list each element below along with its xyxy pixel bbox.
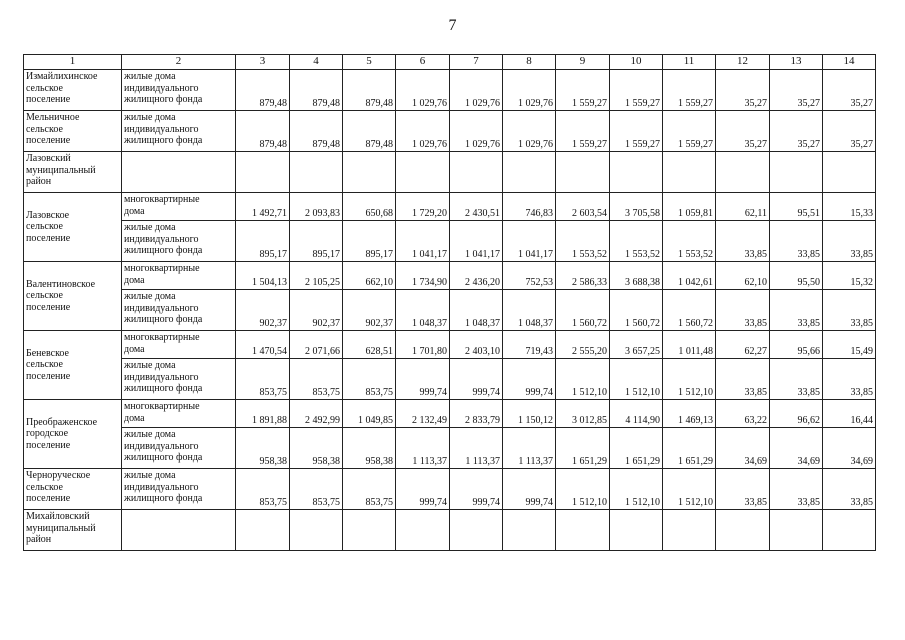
- header-row: [24, 55, 876, 70]
- value-cell-col-13: 34,69: [770, 428, 823, 469]
- value-cell-col-5: 650,68: [343, 193, 396, 221]
- value-cell-col-10: 1 512,10: [610, 469, 663, 510]
- column-header-5: 5: [343, 55, 396, 70]
- value-cell-col-9: [556, 510, 610, 551]
- value-cell-col-14: 34,69: [823, 428, 876, 469]
- value-cell-col-5: 895,17: [343, 221, 396, 262]
- value-cell-col-8: 746,83: [503, 193, 556, 221]
- settlement-name: Черноруческое сельское поселение: [24, 469, 122, 510]
- value-cell-col-10: 1 651,29: [610, 428, 663, 469]
- housing-type: жилые дома индивидуального жилищного фонда: [122, 290, 236, 331]
- value-cell-col-5: 902,37: [343, 290, 396, 331]
- value-cell-col-11: 1 553,52: [663, 221, 716, 262]
- value-cell-col-9: 1 651,29: [556, 428, 610, 469]
- value-cell-col-4: [290, 152, 343, 193]
- table-body: [24, 70, 876, 551]
- value-cell-col-11: 1 469,13: [663, 400, 716, 428]
- value-cell-col-5: [343, 510, 396, 551]
- value-cell-col-7: [450, 510, 503, 551]
- value-cell-col-13: 35,27: [770, 70, 823, 111]
- housing-type: жилые дома индивидуального жилищного фонда: [122, 469, 236, 510]
- value-cell-col-10: 3 688,38: [610, 262, 663, 290]
- value-cell-col-14: [823, 510, 876, 551]
- value-cell-col-3: 895,17: [236, 221, 290, 262]
- value-cell-col-14: [823, 152, 876, 193]
- value-cell-col-5: 628,51: [343, 331, 396, 359]
- value-cell-col-5: 662,10: [343, 262, 396, 290]
- value-cell-col-11: 1 651,29: [663, 428, 716, 469]
- housing-type: жилые дома индивидуального жилищного фонда: [122, 221, 236, 262]
- value-cell-col-11: 1 011,48: [663, 331, 716, 359]
- value-cell-col-13: 96,62: [770, 400, 823, 428]
- table-row: [24, 469, 876, 510]
- value-cell-col-10: 1 512,10: [610, 359, 663, 400]
- value-cell-col-7: 2 436,20: [450, 262, 503, 290]
- value-cell-col-7: 999,74: [450, 359, 503, 400]
- value-cell-col-9: 2 603,54: [556, 193, 610, 221]
- value-cell-col-3: 958,38: [236, 428, 290, 469]
- column-header-11: 11: [663, 55, 716, 70]
- value-cell-col-10: 1 559,27: [610, 70, 663, 111]
- value-cell-col-11: 1 560,72: [663, 290, 716, 331]
- table-row: [24, 290, 876, 331]
- value-cell-col-13: 35,27: [770, 111, 823, 152]
- value-cell-col-9: 1 560,72: [556, 290, 610, 331]
- value-cell-col-13: 95,50: [770, 262, 823, 290]
- value-cell-col-12: [716, 152, 770, 193]
- table-row: [24, 111, 876, 152]
- column-header-6: 6: [396, 55, 450, 70]
- value-cell-col-4: 853,75: [290, 359, 343, 400]
- value-cell-col-11: 1 559,27: [663, 111, 716, 152]
- value-cell-col-5: 879,48: [343, 70, 396, 111]
- table-row: [24, 70, 876, 111]
- value-cell-col-7: [450, 152, 503, 193]
- settlement-name: Измайлихинское сельское поселение: [24, 70, 122, 111]
- value-cell-col-12: 63,22: [716, 400, 770, 428]
- value-cell-col-4: 2 105,25: [290, 262, 343, 290]
- value-cell-col-13: 33,85: [770, 469, 823, 510]
- value-cell-col-5: [343, 152, 396, 193]
- value-cell-col-14: 33,85: [823, 290, 876, 331]
- settlement-name: Мельничное сельское поселение: [24, 111, 122, 152]
- table-row: [24, 193, 876, 221]
- value-cell-col-9: [556, 152, 610, 193]
- value-cell-col-11: [663, 152, 716, 193]
- value-cell-col-10: 1 559,27: [610, 111, 663, 152]
- value-cell-col-14: 16,44: [823, 400, 876, 428]
- column-header-12: 12: [716, 55, 770, 70]
- housing-type: жилые дома индивидуального жилищного фонда: [122, 359, 236, 400]
- value-cell-col-12: 35,27: [716, 111, 770, 152]
- value-cell-col-3: 853,75: [236, 359, 290, 400]
- value-cell-col-7: 2 403,10: [450, 331, 503, 359]
- value-cell-col-4: 853,75: [290, 469, 343, 510]
- value-cell-col-10: 4 114,90: [610, 400, 663, 428]
- value-cell-col-12: 35,27: [716, 70, 770, 111]
- value-cell-col-8: 752,53: [503, 262, 556, 290]
- value-cell-col-7: 1 029,76: [450, 70, 503, 111]
- column-header-14: 14: [823, 55, 876, 70]
- value-cell-col-9: 3 012,85: [556, 400, 610, 428]
- value-cell-col-12: [716, 510, 770, 551]
- value-cell-col-4: 902,37: [290, 290, 343, 331]
- value-cell-col-8: 1 113,37: [503, 428, 556, 469]
- value-cell-col-7: 1 041,17: [450, 221, 503, 262]
- value-cell-col-4: 2 071,66: [290, 331, 343, 359]
- value-cell-col-14: 33,85: [823, 469, 876, 510]
- value-cell-col-14: 35,27: [823, 111, 876, 152]
- table-row: [24, 331, 876, 359]
- housing-type: жилые дома индивидуального жилищного фонда: [122, 70, 236, 111]
- value-cell-col-14: 33,85: [823, 221, 876, 262]
- value-cell-col-4: 895,17: [290, 221, 343, 262]
- value-cell-col-9: 1 512,10: [556, 359, 610, 400]
- value-cell-col-3: [236, 510, 290, 551]
- value-cell-col-3: 1 470,54: [236, 331, 290, 359]
- value-cell-col-10: [610, 510, 663, 551]
- table-row: [24, 262, 876, 290]
- housing-type: многоквартирные дома: [122, 400, 236, 428]
- settlement-name: Валентиновское сельское поселение: [24, 262, 122, 331]
- column-header-1: 1: [24, 55, 122, 70]
- value-cell-col-4: 879,48: [290, 70, 343, 111]
- column-header-13: 13: [770, 55, 823, 70]
- value-cell-col-12: 62,10: [716, 262, 770, 290]
- column-header-7: 7: [450, 55, 503, 70]
- value-cell-col-6: 999,74: [396, 469, 450, 510]
- value-cell-col-13: 33,85: [770, 221, 823, 262]
- value-cell-col-11: [663, 510, 716, 551]
- settlement-name: Преображенское городское поселение: [24, 400, 122, 469]
- value-cell-col-3: 1 891,88: [236, 400, 290, 428]
- value-cell-col-14: 33,85: [823, 359, 876, 400]
- value-cell-col-8: 1 029,76: [503, 70, 556, 111]
- value-cell-col-13: [770, 510, 823, 551]
- value-cell-col-13: 33,85: [770, 290, 823, 331]
- value-cell-col-4: 879,48: [290, 111, 343, 152]
- value-cell-col-7: 1 029,76: [450, 111, 503, 152]
- table-row: [24, 400, 876, 428]
- value-cell-col-12: 33,85: [716, 359, 770, 400]
- value-cell-col-7: 2 430,51: [450, 193, 503, 221]
- tariff-table: [23, 54, 876, 551]
- value-cell-col-8: 1 029,76: [503, 111, 556, 152]
- housing-type: жилые дома индивидуального жилищного фонда: [122, 111, 236, 152]
- value-cell-col-6: 1 113,37: [396, 428, 450, 469]
- value-cell-col-6: 1 029,76: [396, 111, 450, 152]
- value-cell-col-8: [503, 510, 556, 551]
- column-header-9: 9: [556, 55, 610, 70]
- page-number: 7: [448, 17, 457, 34]
- value-cell-col-8: [503, 152, 556, 193]
- value-cell-col-3: 1 504,13: [236, 262, 290, 290]
- value-cell-col-6: 999,74: [396, 359, 450, 400]
- value-cell-col-9: 1 559,27: [556, 70, 610, 111]
- value-cell-col-11: 1 042,61: [663, 262, 716, 290]
- housing-type: многоквартирные дома: [122, 193, 236, 221]
- value-cell-col-3: 879,48: [236, 111, 290, 152]
- value-cell-col-8: 1 150,12: [503, 400, 556, 428]
- settlement-name: Михайловский муниципальный район: [24, 510, 122, 551]
- value-cell-col-7: 1 048,37: [450, 290, 503, 331]
- value-cell-col-6: 1 029,76: [396, 70, 450, 111]
- table-header: [24, 55, 876, 70]
- table-row: [24, 428, 876, 469]
- value-cell-col-13: 95,66: [770, 331, 823, 359]
- value-cell-col-8: 999,74: [503, 359, 556, 400]
- column-header-2: 2: [122, 55, 236, 70]
- value-cell-col-12: 33,85: [716, 290, 770, 331]
- column-header-10: 10: [610, 55, 663, 70]
- value-cell-col-4: [290, 510, 343, 551]
- value-cell-col-9: 1 512,10: [556, 469, 610, 510]
- value-cell-col-13: 95,51: [770, 193, 823, 221]
- value-cell-col-5: 879,48: [343, 111, 396, 152]
- value-cell-col-9: 2 555,20: [556, 331, 610, 359]
- value-cell-col-10: [610, 152, 663, 193]
- table-row: [24, 359, 876, 400]
- table-row: [24, 221, 876, 262]
- housing-type: многоквартирные дома: [122, 262, 236, 290]
- value-cell-col-8: 999,74: [503, 469, 556, 510]
- value-cell-col-8: 719,43: [503, 331, 556, 359]
- value-cell-col-6: 1 729,20: [396, 193, 450, 221]
- settlement-name: Лазовское сельское поселение: [24, 193, 122, 262]
- value-cell-col-12: 62,27: [716, 331, 770, 359]
- settlement-name: Лазовский муниципальный район: [24, 152, 122, 193]
- value-cell-col-11: 1 512,10: [663, 469, 716, 510]
- value-cell-col-4: 2 492,99: [290, 400, 343, 428]
- value-cell-col-5: 853,75: [343, 359, 396, 400]
- column-header-8: 8: [503, 55, 556, 70]
- value-cell-col-13: [770, 152, 823, 193]
- value-cell-col-12: 62,11: [716, 193, 770, 221]
- value-cell-col-9: 1 553,52: [556, 221, 610, 262]
- value-cell-col-5: 853,75: [343, 469, 396, 510]
- value-cell-col-3: 879,48: [236, 70, 290, 111]
- value-cell-col-3: [236, 152, 290, 193]
- value-cell-col-10: 1 560,72: [610, 290, 663, 331]
- value-cell-col-14: 35,27: [823, 70, 876, 111]
- table-row: [24, 152, 876, 193]
- value-cell-col-6: 1 701,80: [396, 331, 450, 359]
- housing-type: [122, 510, 236, 551]
- column-header-4: 4: [290, 55, 343, 70]
- value-cell-col-14: 15,32: [823, 262, 876, 290]
- value-cell-col-6: 1 041,17: [396, 221, 450, 262]
- value-cell-col-12: 33,85: [716, 221, 770, 262]
- value-cell-col-12: 33,85: [716, 469, 770, 510]
- value-cell-col-6: 1 734,90: [396, 262, 450, 290]
- value-cell-col-4: 958,38: [290, 428, 343, 469]
- value-cell-col-5: 958,38: [343, 428, 396, 469]
- value-cell-col-6: 1 048,37: [396, 290, 450, 331]
- table-row: [24, 510, 876, 551]
- housing-type: жилые дома индивидуального жилищного фонда: [122, 428, 236, 469]
- value-cell-col-10: 3 705,58: [610, 193, 663, 221]
- value-cell-col-8: 1 041,17: [503, 221, 556, 262]
- value-cell-col-9: 2 586,33: [556, 262, 610, 290]
- value-cell-col-9: 1 559,27: [556, 111, 610, 152]
- value-cell-col-8: 1 048,37: [503, 290, 556, 331]
- housing-type: многоквартирные дома: [122, 331, 236, 359]
- value-cell-col-3: 853,75: [236, 469, 290, 510]
- value-cell-col-14: 15,49: [823, 331, 876, 359]
- value-cell-col-13: 33,85: [770, 359, 823, 400]
- value-cell-col-11: 1 512,10: [663, 359, 716, 400]
- value-cell-col-10: 1 553,52: [610, 221, 663, 262]
- value-cell-col-10: 3 657,25: [610, 331, 663, 359]
- value-cell-col-11: 1 559,27: [663, 70, 716, 111]
- column-header-3: 3: [236, 55, 290, 70]
- value-cell-col-6: 2 132,49: [396, 400, 450, 428]
- value-cell-col-11: 1 059,81: [663, 193, 716, 221]
- settlement-name: Беневское сельское поселение: [24, 331, 122, 400]
- value-cell-col-3: 902,37: [236, 290, 290, 331]
- value-cell-col-5: 1 049,85: [343, 400, 396, 428]
- value-cell-col-3: 1 492,71: [236, 193, 290, 221]
- value-cell-col-6: [396, 152, 450, 193]
- value-cell-col-7: 1 113,37: [450, 428, 503, 469]
- value-cell-col-7: 2 833,79: [450, 400, 503, 428]
- value-cell-col-12: 34,69: [716, 428, 770, 469]
- value-cell-col-7: 999,74: [450, 469, 503, 510]
- housing-type: [122, 152, 236, 193]
- value-cell-col-4: 2 093,83: [290, 193, 343, 221]
- value-cell-col-6: [396, 510, 450, 551]
- value-cell-col-14: 15,33: [823, 193, 876, 221]
